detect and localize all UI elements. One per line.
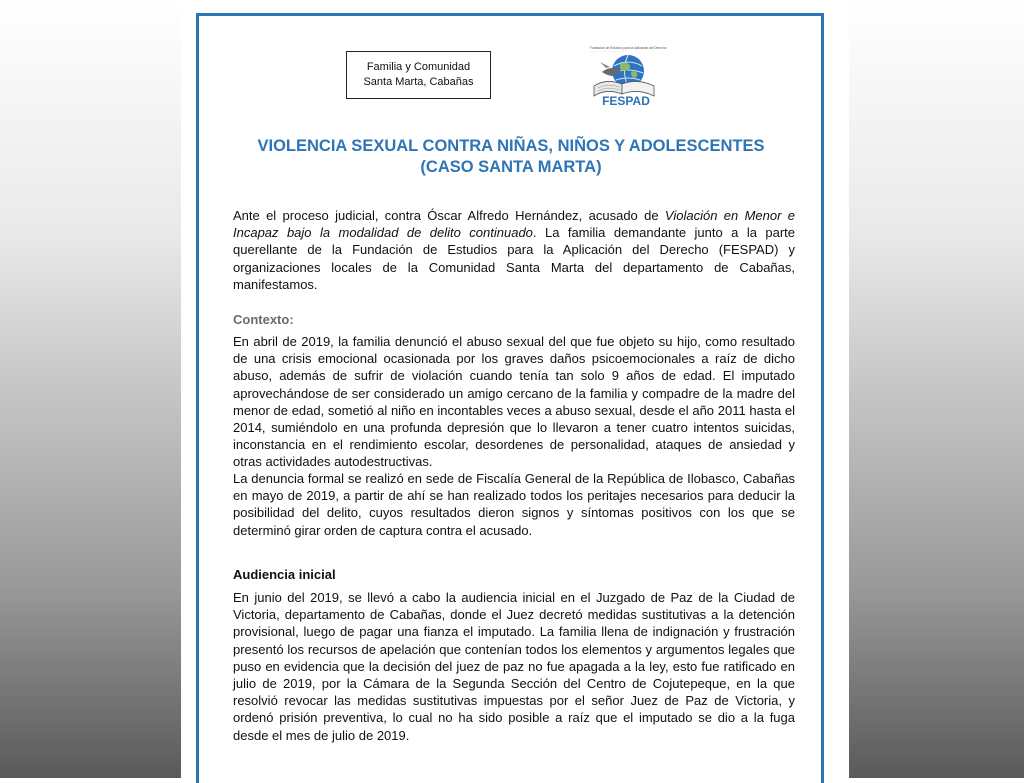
logo-caption: Fundación de Estudios para la Aplicación del Derecho xyxy=(590,46,667,50)
audiencia-paragraph: En junio del 2019, se llevó a cabo la audiencia inicial en el Juzgado de Paz de la Ciudad de Victoria, departamento de Cabañas, donde el Juez decretó medidas sustitutivas a la detención provisional, luego de pagar una fianza el imputado. La familia llena de indignación y frustración presentó los recursos de apelación que contenían todos los elementos y argumentos legales que puso en evidencia que la decisión del juez de paz no fue apagada a la ley, esto fue ratificado en julio de 2019, por la Cámara de la Segunda Sección del Centro de Cojutepeque, en la que resolvió revocar las medidas sustitutivas impuestas por el señor Juez de Paz de Victoria, y ordenó prisión preventiva, lo cual no ha sido posible a raíz que el imputado se dio a la fuga desde el mes de julio de 2019. xyxy=(233,590,795,743)
header-box-line2: Santa Marta, Cabañas xyxy=(363,76,474,88)
contexto-paragraph-1: En abril de 2019, la familia denunció el abuso sexual del que fue objeto su hijo, como resultado de una crisis emocional ocasionada por los graves daños psicoemocionales a raíz de dicho abuso, además de sufrir de violación cuando tenía tan solo 9 años de edad. El imputado aprovechándose de ser considerado un amigo cercano de la familia y compadre de la madre del menor de edad, sometió al niño en incontables veces a abuso sexual, desde el año 2011 hasta el 2014, sumiéndolo en una profunda depresión que lo llevaron a tener cuatro intentos suicidas, inconstancia en el rendimiento escolar, desordenes de personalidad, ataques de ansiedad y otras actividades autodestructivas. xyxy=(233,334,795,470)
document-title xyxy=(211,136,811,178)
svg-text:· · · · · · · · · · · · · · ·: · · · · · · · · · · · · · · · · · · · · xyxy=(590,50,629,54)
contexto-heading: Contexto: xyxy=(233,312,294,327)
fespad-logo xyxy=(576,42,676,108)
title-line1: VIOLENCIA SEXUAL CONTRA NIÑAS, NIÑOS Y ADOLESCENTES xyxy=(257,137,765,155)
header-box xyxy=(346,51,491,99)
intro-part2: . La familia demandante junto a la parte querellante de la Fundación de Estudios para la Aplicación del Derecho (FESPAD) y organizaciones locales de la Comunidad Santa Marta del departamento de Cabañas, manifestamos. xyxy=(233,225,795,292)
fespad-globe-book-dove-logo-icon xyxy=(576,42,676,108)
title-line2: (CASO SANTA MARTA) xyxy=(420,158,602,176)
document-page xyxy=(181,0,849,778)
header-box-line1: Familia y Comunidad xyxy=(366,61,471,73)
intro-part1: Ante el proceso judicial, contra Óscar Alfredo Hernández, acusado de xyxy=(233,208,665,223)
intro-italic: Violación en Menor e Incapaz bajo la modalidad de delito continuado xyxy=(233,208,795,241)
logo-text: FESPAD xyxy=(602,94,650,108)
contexto-paragraph-2: La denuncia formal se realizó en sede de Fiscalía General de la República de Ilobasco, Cabañas en mayo de 2019, a partir de ahí se han realizado todos los peritajes necesarios para deducir la posibilidad del delito, cuyos resultados dieron signos y síntomas positivos con los que se determinó girar orden de captura contra el acusado. xyxy=(233,471,795,538)
intro-paragraph xyxy=(233,207,795,293)
audiencia-heading: Audiencia inicial xyxy=(233,567,336,582)
